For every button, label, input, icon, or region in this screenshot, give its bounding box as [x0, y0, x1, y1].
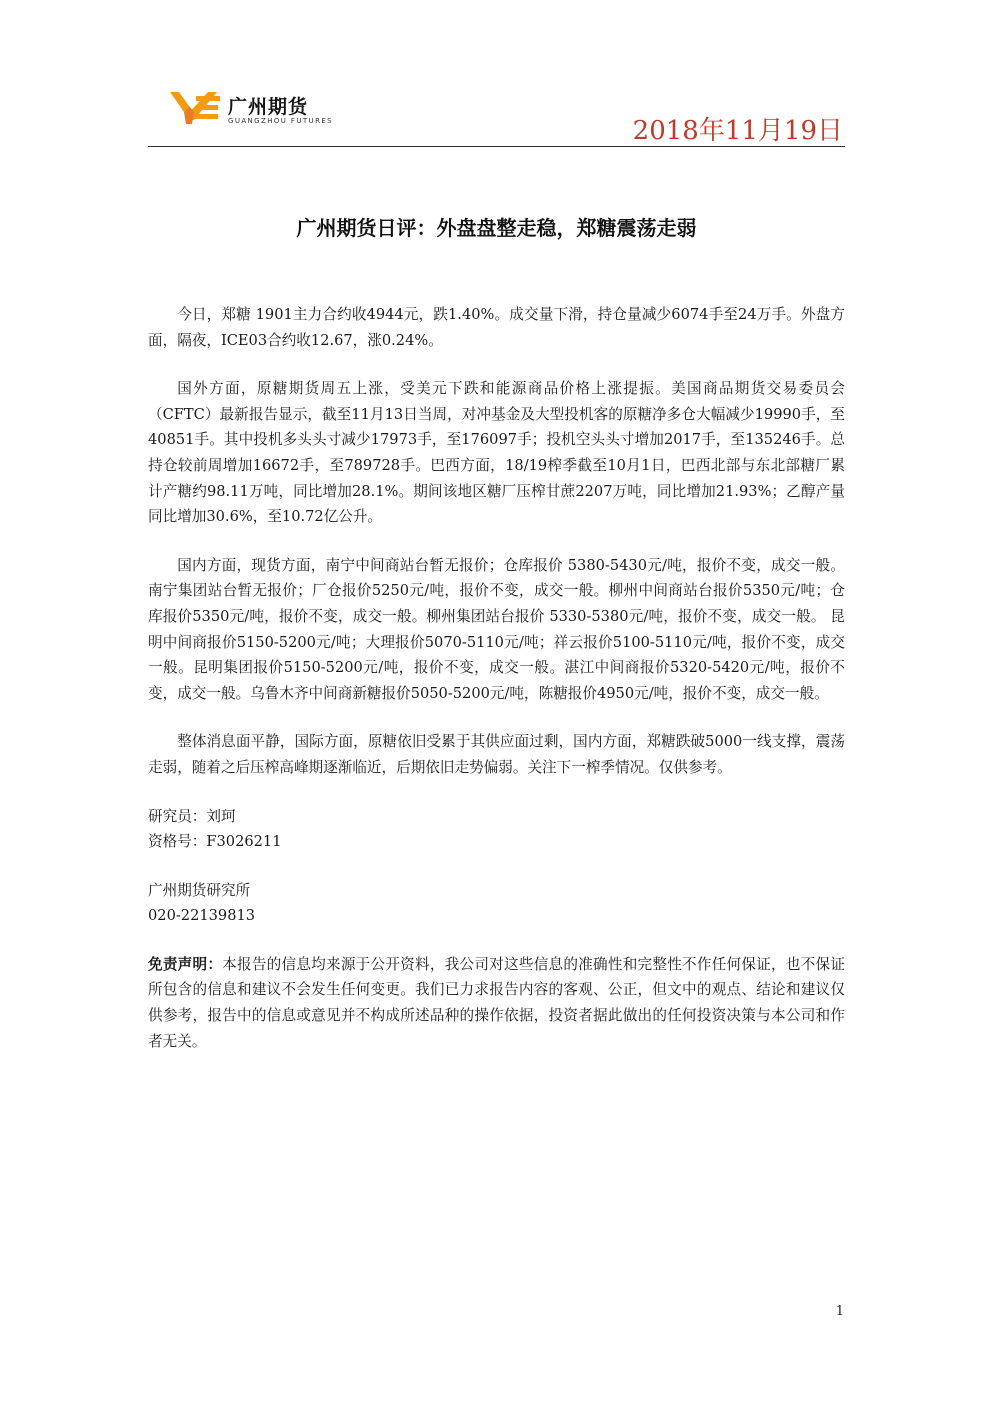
- company-logo-icon: [170, 90, 222, 126]
- institute-block: [148, 878, 845, 929]
- report-date: 2018年11月19日: [632, 116, 843, 146]
- disclaimer-label: 免责声明：: [148, 955, 223, 973]
- header-divider: [148, 146, 845, 147]
- report-body: [148, 302, 845, 1054]
- report-title: 广州期货日评：外盘盘整走稳，郑糖震荡走弱: [296, 216, 697, 240]
- paragraph-outlook: 整体消息面平静，国际方面，原糖依旧受累于其供应面过剩，国内方面，郑糖跌破5000一线支撑，震荡走弱，随着之后压榨高峰期逐渐临近，后期依旧走势偏弱。关注下一榨季情况。仅供参考。: [148, 733, 845, 776]
- paragraph-international: 国外方面，原糖期货周五上涨，受美元下跌和能源商品价格上涨提振。美国商品期货交易委员会（CFTC）最新报告显示，截至11月13日当周，对冲基金及大型投机客的原糖净多仓大幅减少19990手，至40851手。其中投机多头头寸减少17973手，至176097手；投机空头头寸增加2017手，至135246手。总持仓较前周增加16672手，至789728手。巴西方面，18/19榨季截至10月1日，巴西北部与东北部糖厂累计产糖约98.11万吨，同比增加28.1%。期间该地区糖厂压榨甘蔗2207万吨，同比增加21.93%；乙醇产量同比增加30.6%，至10.72亿公升。: [148, 380, 845, 526]
- page-header: [148, 84, 845, 146]
- company-logo: [170, 88, 370, 132]
- paragraph-domestic: 国内方面，现货方面，南宁中间商站台暂无报价；仓库报价 5380-5430元/吨，报价不变，成交一般。南宁集团站台暂无报价；厂仓报价5250元/吨，报价不变，成交一般。柳州中间商站台报价5350元/吨；仓库报价5350元/吨，报价不变，成交一般。柳州集团站台报价 5330-5380元/吨，报价不变，成交一般。 昆明中间商报价5150-5200元/吨；大理报价5070-5110元/吨；祥云报价5100-5110元/吨，报价不变，成交一般。昆明集团报价5150-5200元/吨，报价不变，成交一般。湛江中间商报价5320-5420元/吨，报价不变，成交一般。乌鲁木齐中间商新糖报价5050-5200元/吨，陈糖报价4950元/吨，报价不变，成交一般。: [148, 556, 845, 702]
- page-number: 1: [835, 1304, 844, 1319]
- institute-name: 广州期货研究所: [148, 881, 251, 899]
- company-name-en: GUANGZHOU FUTURES: [228, 117, 333, 125]
- disclaimer-text: 本报告的信息均来源于公开资料，我公司对这些信息的准确性和完整性不作任何保证，也不保证所包含的信息和建议不会发生任何变更。我们已力求报告内容的客观、公正，但文中的观点、结论和建议仅供参考，报告中的信息或意见并不构成所述品种的操作依据，投资者据此做出的任何投资决策与本公司和作者无关。: [148, 955, 845, 1050]
- company-name-cn: 广州期货: [228, 96, 309, 118]
- disclaimer: [148, 952, 845, 1054]
- analyst-name: 研究员：刘珂: [148, 807, 236, 825]
- analyst-license: 资格号：F3026211: [148, 833, 282, 851]
- institute-phone: 020-22139813: [148, 907, 256, 925]
- paragraph-market-summary: 今日，郑糖 1901主力合约收4944元，跌1.40%。成交量下滑，持仓量减少6074手至24万手。外盘方面，隔夜，ICE03合约收12.67，涨0.24%。: [148, 306, 845, 349]
- analyst-block: [148, 804, 845, 855]
